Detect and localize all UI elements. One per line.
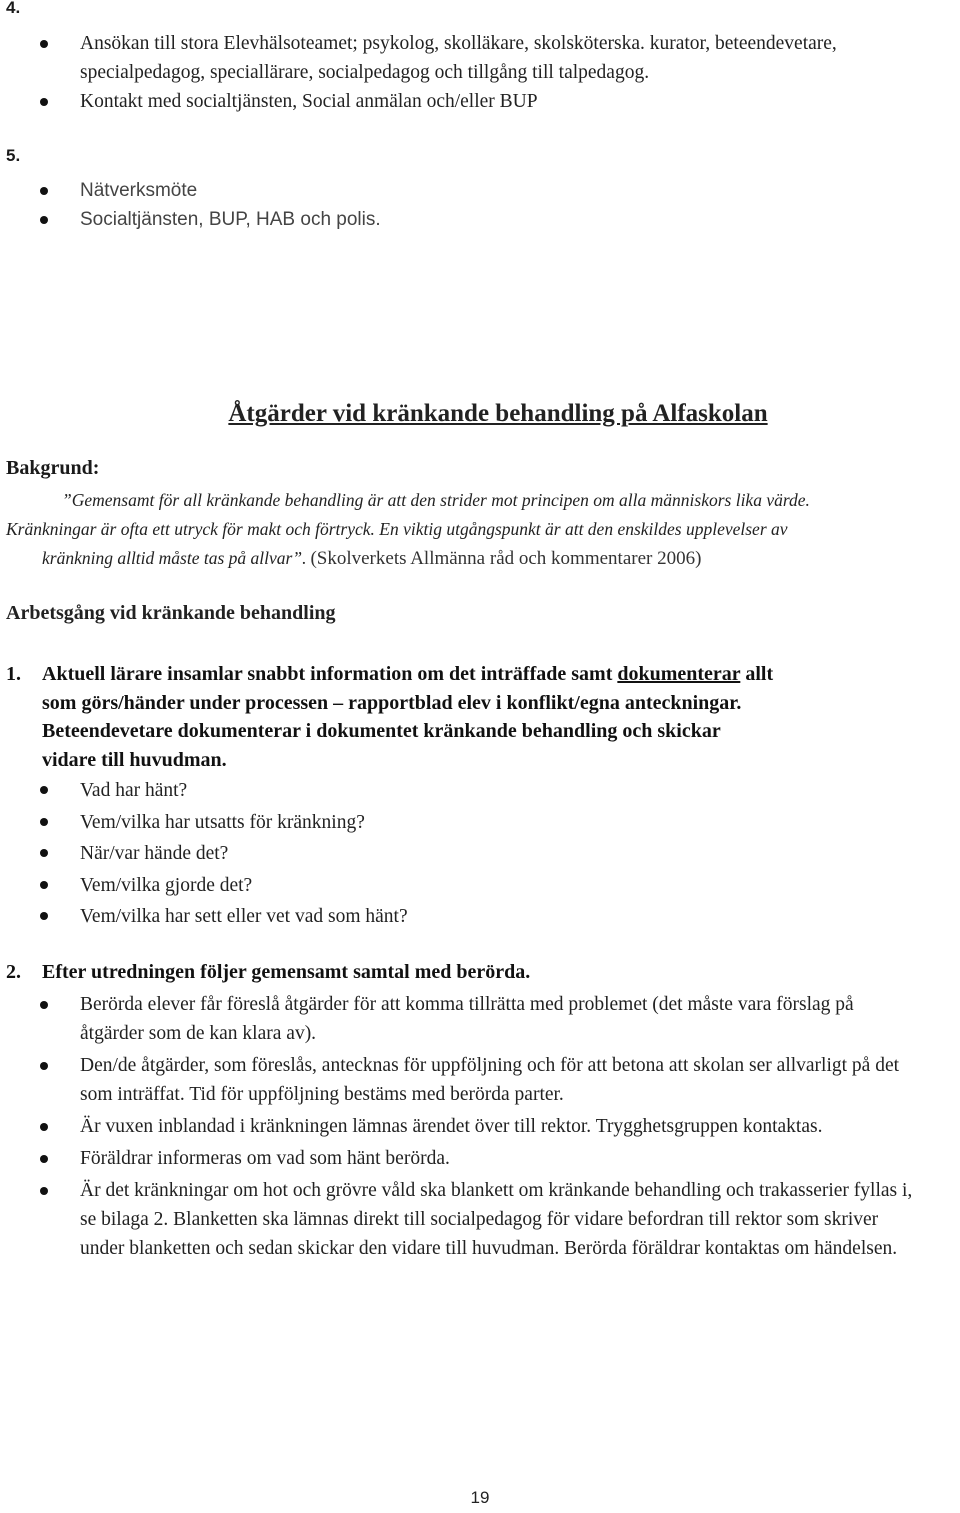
bullet-icon — [40, 187, 48, 195]
step-2-heading: Efter utredningen följer gemensamt samtal med berörda. — [42, 961, 531, 983]
bullet-icon — [40, 1062, 48, 1070]
list-item: Vem/vilka har utsatts för kränkning? — [40, 807, 940, 839]
bullet-icon — [40, 881, 48, 889]
list-item: Är vuxen inblandad i kränkningen lämnas ärendet över till rektor. Trygghetsgruppen kontaktas. — [40, 1112, 920, 1141]
list-item: Ansökan till stora Elevhälsoteamet; psykolog, skolläkare, skolsköterska. kurator, beteendevetare, specialpedagog, speciallärare, socialpedagog och tillgång till talpedagog. — [40, 29, 940, 87]
bullet-icon — [40, 1123, 48, 1131]
bullet-icon — [40, 1001, 48, 1009]
arbetsgang-heading: Arbetsgång vid kränkande behandling — [6, 602, 336, 624]
list-item: Vem/vilka gjorde det? — [40, 870, 940, 902]
step-1-number: 1. — [6, 663, 21, 685]
list-item: Berörda elever får föreslå åtgärder för att komma tillrätta med problemet (det måste vara förslag på åtgärder som de kan klara av). — [40, 990, 920, 1048]
bullet-icon — [40, 1155, 48, 1163]
step-2-number: 2. — [6, 961, 21, 983]
list-item: Vem/vilka har sett eller vet vad som hänt? — [40, 901, 940, 933]
quote-line-3: kränkning alltid måste tas på allvar”. (Skolverkets Allmänna råd och kommentarer 2006) — [42, 548, 702, 569]
list-item: Kontakt med socialtjänsten, Social anmälan och/eller BUP — [40, 87, 940, 116]
list-item: Är det kränkningar om hot och grövre våld ska blankett om kränkande behandling och trakasserier fyllas i, se bilaga 2. Blanketten ska lämnas direkt till socialpedagog för vidare befordran till rektor som skriver under blanketten och sedan skickar den vidare till huvudman. Berörda föräldrar kontaktas om händelsen. — [40, 1176, 920, 1263]
section-5-number: 5. — [6, 146, 21, 165]
page-title: Åtgärder vid kränkande behandling på Alfaskolan — [228, 400, 768, 427]
section-4-list — [40, 29, 940, 116]
bullet-icon — [40, 216, 48, 224]
section-5-list — [40, 176, 940, 234]
bullet-icon — [40, 912, 48, 920]
bullet-icon — [40, 818, 48, 826]
step-1-text: Aktuell lärare insamlar snabbt information om det inträffade samt dokumenterar allt som görs/händer under processen – rapportblad elev i konflikt/egna anteckningar. Beteendevetare dokumenterar i dokumentet kränkande behandling och skickar vidare till huvudman. — [42, 663, 774, 771]
page-number: 19 — [470, 1488, 490, 1507]
list-item: Föräldrar informeras om vad som hänt berörda. — [40, 1144, 920, 1173]
step-2-list — [40, 990, 920, 1263]
quote-line-2: Kränkningar är ofta ett utryck för makt och förtryck. En viktig utgångspunkt är att den enskildes upplevelser av — [6, 519, 788, 539]
quote-line-1: ”Gemensamt för all kränkande behandling är att den strider mot principen om alla människors lika värde. — [62, 490, 810, 510]
bullet-icon — [40, 1187, 48, 1195]
bullet-icon — [40, 786, 48, 794]
bullet-icon — [40, 849, 48, 857]
list-item: När/var hände det? — [40, 838, 940, 870]
bakgrund-label: Bakgrund: — [6, 457, 100, 479]
section-4-number: 4. — [6, 0, 21, 17]
list-item: Den/de åtgärder, som föreslås, antecknas för uppföljning och för att betona att skolan ser allvarligt på det som inträffat. Tid för uppföljning bestäms med berörda parter. — [40, 1051, 920, 1109]
quote-source: (Skolverkets Allmänna råd och kommentarer 2006) — [310, 548, 702, 569]
list-item: Vad har hänt? — [40, 775, 940, 807]
step-1-questions — [40, 775, 940, 933]
list-item: Nätverksmöte — [40, 176, 940, 205]
list-item: Socialtjänsten, BUP, HAB och polis. — [40, 205, 940, 234]
bullet-icon — [40, 40, 48, 48]
bullet-icon — [40, 98, 48, 106]
